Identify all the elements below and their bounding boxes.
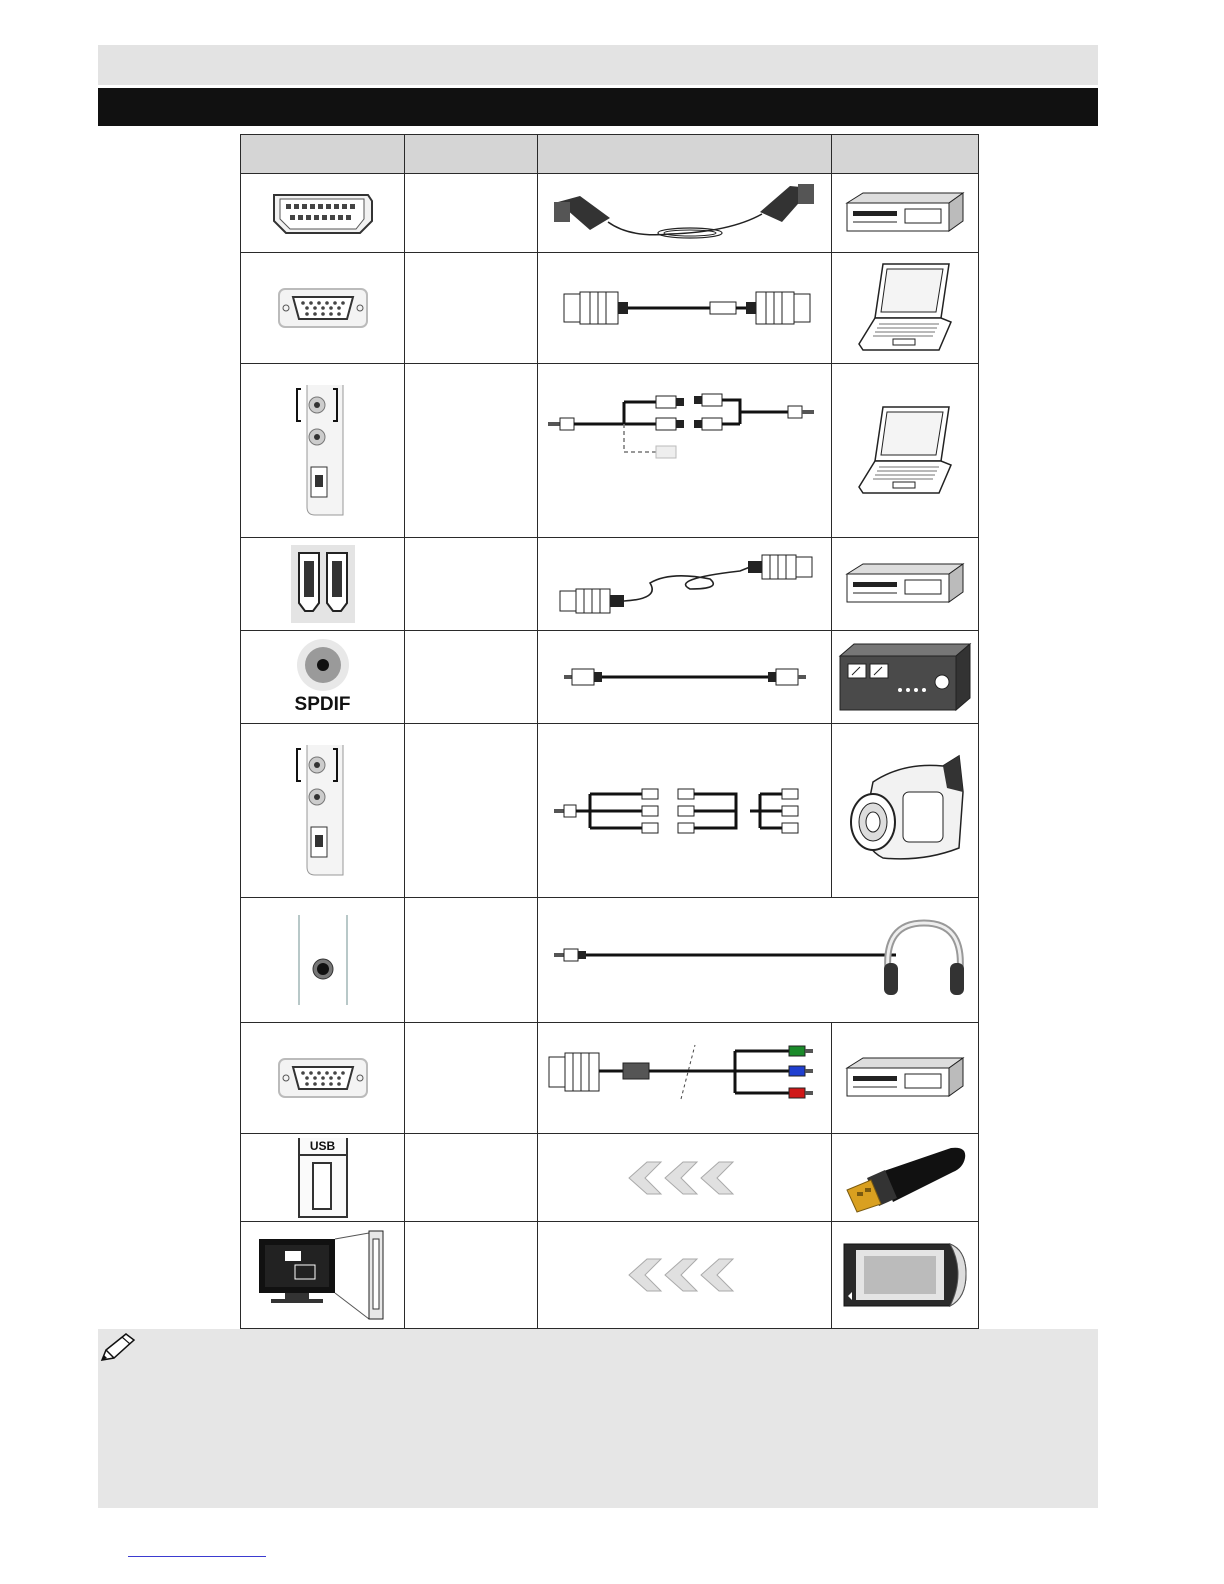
table-row [241,1023,979,1134]
type-cell [405,364,538,538]
table-row [241,364,979,538]
spdif-socket-icon [287,638,359,692]
cable-cell [538,538,832,631]
cable-cell [538,1222,832,1329]
dvd-recorder-icon [843,562,967,606]
headphone-jack-icon [295,913,351,1007]
type-cell [405,538,538,631]
cable-cell [538,631,832,724]
header-cables [538,135,832,174]
device-cell [832,1222,979,1329]
port-cell [241,174,405,253]
table-row [241,1134,979,1222]
table-row [241,898,979,1023]
vga-socket-icon [277,287,369,329]
device-cell [832,1023,979,1134]
laptop-icon [855,260,955,356]
header-type [405,135,538,174]
port-cell [241,724,405,898]
connection-table [240,134,979,1329]
cable-cell [538,1134,832,1222]
insert-arrows-icon [625,1158,745,1198]
device-cell [832,724,979,898]
top-band [98,45,1098,85]
port-cell [241,1222,405,1329]
rca-audio-cable-icon [544,378,826,468]
usb-socket-icon [298,1138,348,1218]
port-cell [241,538,405,631]
camcorder-icon [843,752,967,870]
device-cell [832,1134,979,1222]
cable-cell [538,253,832,364]
ci-slot-icon [255,1229,391,1321]
table-row [241,631,979,724]
section-title-bar [98,88,1098,126]
hdmi-sockets-icon [291,545,355,623]
headphone-cable-icon [544,915,972,1005]
header-connector [241,135,405,174]
usb-label: USB [300,1138,346,1156]
port-cell [241,1023,405,1134]
ypbpr-cable-icon [543,1043,827,1113]
headphones-icon [884,923,964,995]
header-device [832,135,979,174]
laptop-icon [855,403,955,499]
cable-cell [538,724,832,898]
port-cell [241,898,405,1023]
type-cell [405,724,538,898]
av-cable-icon [550,786,820,836]
vga-cable-icon [550,288,820,328]
cable-cell [538,1023,832,1134]
type-cell [405,174,538,253]
coaxial-cable-icon [560,665,810,689]
table-header-row [241,135,979,174]
type-cell [405,1134,538,1222]
scart-socket-icon [268,189,378,237]
cable-cell [538,364,832,538]
device-cell [832,631,979,724]
cam-module-icon [840,1240,970,1310]
note-band [98,1329,1098,1508]
type-cell [405,253,538,364]
insert-arrows-icon [625,1255,745,1295]
usb-stick-icon [841,1142,969,1214]
table-row [241,1222,979,1329]
table-row [241,253,979,364]
cable-cell [538,174,832,253]
type-cell [405,898,538,1023]
pencil-note-icon [98,1330,138,1364]
device-cell [832,364,979,538]
type-cell [405,1222,538,1329]
type-cell [405,1023,538,1134]
hdmi-cable-icon [550,549,820,619]
amplifier-icon [836,640,974,714]
table-row [241,538,979,631]
table-row [241,174,979,253]
cable-cell [538,898,979,1023]
port-cell [241,364,405,538]
side-av-panel-icon [293,383,353,519]
device-cell [832,538,979,631]
port-cell [241,631,405,724]
dvd-recorder-icon [843,191,967,235]
device-cell [832,253,979,364]
spdif-label: SPDIF [294,694,351,715]
type-cell [405,631,538,724]
table-row [241,724,979,898]
side-av-panel-icon [293,743,353,879]
dvd-recorder-icon [843,1056,967,1100]
device-cell [832,174,979,253]
vga-socket-icon [277,1057,369,1099]
port-cell [241,1134,405,1222]
footer-link-underline [128,1556,266,1557]
port-cell [241,253,405,364]
scart-cable-icon [550,178,820,248]
